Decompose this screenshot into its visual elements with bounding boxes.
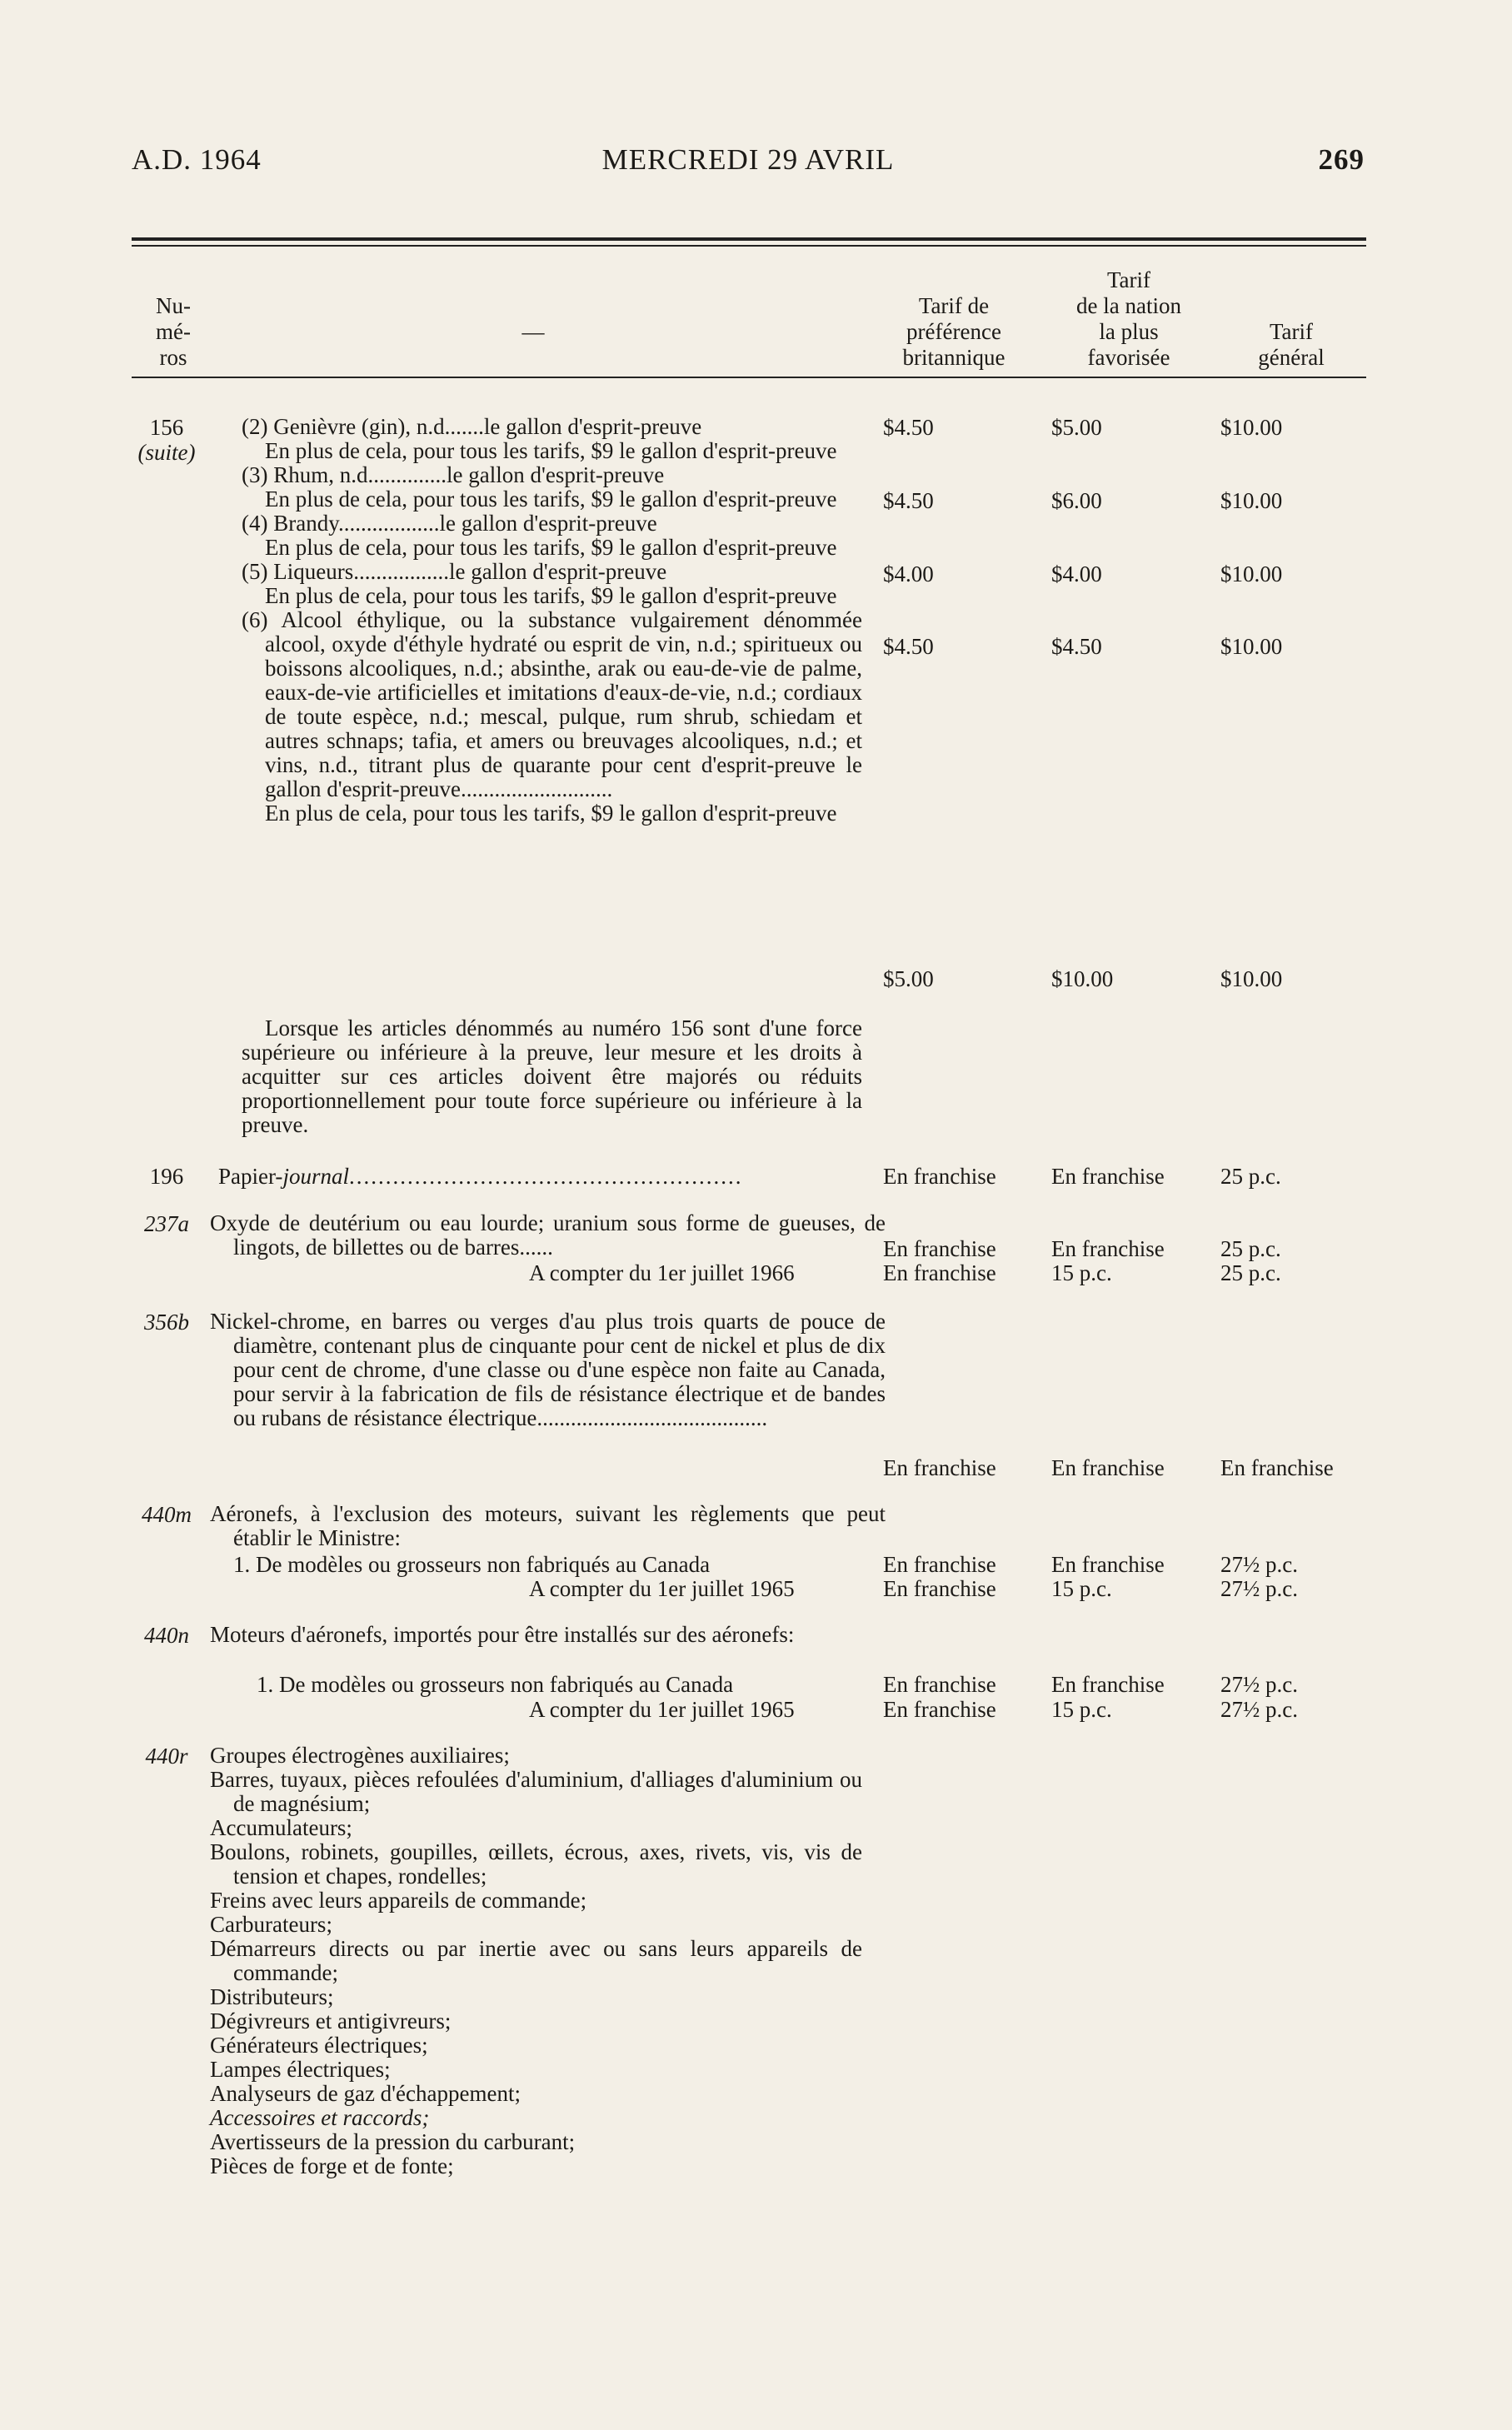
rate-440n-nation: En franchise — [1051, 1672, 1165, 1697]
rate-440m-brit-1965: En franchise — [883, 1576, 996, 1601]
list-item: Dégivreurs et antigivreurs; — [210, 2008, 452, 2033]
item-number-156: 156 (suite) — [137, 415, 196, 465]
rate-alcool-brit: $5.00 — [883, 966, 934, 991]
item-440m-description: Aéronefs, à l'exclusion des moteurs, suivant les règlements que peut établir le Ministre: — [210, 1501, 886, 1550]
item-number-440r: 440r — [145, 1744, 188, 1769]
item-number-440m: 440m — [142, 1502, 192, 1527]
col-general-heading: Tarif général — [1258, 319, 1325, 370]
liqueurs-note: En plus de cela, pour tous les tarifs, $9 le gallon d'esprit-preuve — [265, 583, 837, 608]
gin-line: (2) Genièvre (gin), n.d.......le gallon d'esprit-preuve — [242, 414, 702, 439]
rate-gin-brit: $4.50 — [883, 415, 934, 440]
item-440m-sub: 1. De modèles ou grosseurs non fabriqués au Canada — [233, 1552, 711, 1577]
list-item: Accumulateurs; — [210, 1815, 352, 1840]
rate-liqueurs-general: $10.00 — [1220, 634, 1283, 659]
rate-440m-nation: En franchise — [1051, 1552, 1165, 1577]
col-brit-heading: Tarif de préférence britannique — [902, 293, 1006, 370]
rate-440n-general-1965: 27½ p.c. — [1220, 1697, 1298, 1722]
rate-440m-brit: En franchise — [883, 1552, 996, 1577]
list-item: Accessoires et raccords; — [210, 2105, 430, 2130]
rate-237a-nation-1966: 15 p.c. — [1051, 1260, 1112, 1285]
item-440m-date: A compter du 1er juillet 1965 — [529, 1576, 795, 1601]
list-item: Barres, tuyaux, pièces refoulées d'aluminium, d'alliages d'aluminium ou de magnésium; — [210, 1767, 862, 1816]
item-156-description — [242, 415, 862, 826]
rate-rhum-general: $10.00 — [1220, 488, 1283, 513]
list-item: Analyseurs de gaz d'échappement; — [210, 2081, 521, 2106]
rate-rhum-nation: $6.00 — [1051, 488, 1102, 513]
item-196-description: Papier-journal...................................................... — [218, 1164, 743, 1189]
item-number-440n: 440n — [144, 1623, 189, 1648]
item-440n-sub: 1. De modèles ou grosseurs non fabriqués au Canada — [257, 1672, 734, 1697]
rate-237a-nation: En franchise — [1051, 1236, 1165, 1261]
brandy-note: En plus de cela, pour tous les tarifs, $9 le gallon d'esprit-preuve — [265, 535, 837, 560]
list-item: Carburateurs; — [210, 1912, 332, 1937]
rate-237a-brit-1966: En franchise — [883, 1260, 996, 1285]
page-number: 269 — [1318, 143, 1365, 176]
rate-196-general: 25 p.c. — [1220, 1164, 1281, 1189]
liqueurs-line: (5) Liqueurs.................le gallon d'esprit-preuve — [242, 559, 667, 584]
rate-440n-brit-1965: En franchise — [883, 1697, 996, 1722]
rate-237a-brit: En franchise — [883, 1236, 996, 1261]
header-date: MERCREDI 29 AVRIL — [601, 143, 895, 176]
list-item: Démarreurs directs ou par inertie avec ou sans leurs appareils de commande; — [210, 1936, 862, 1985]
rate-196-nation: En franchise — [1051, 1164, 1165, 1189]
item-number-237a: 237a — [144, 1211, 189, 1236]
item-440n-date: A compter du 1er juillet 1965 — [529, 1697, 795, 1722]
rate-rhum-brit: $4.50 — [883, 488, 934, 513]
rate-440n-brit: En franchise — [883, 1672, 996, 1697]
column-heading-rule — [132, 377, 1366, 378]
header-rule-thick — [132, 237, 1366, 241]
rate-356b-general: En franchise — [1220, 1455, 1334, 1480]
item-number-196: 196 — [149, 1164, 184, 1189]
gin-note: En plus de cela, pour tous les tarifs, $9 le gallon d'esprit-preuve — [265, 438, 837, 463]
rate-440m-nation-1965: 15 p.c. — [1051, 1576, 1112, 1601]
item-440n-description: Moteurs d'aéronefs, importés pour être installés sur des aéronefs: — [210, 1622, 795, 1647]
rate-brandy-brit: $4.00 — [883, 561, 934, 586]
alcool-line: (6) Alcool éthylique, ou la substance vulgairement dénommée alcool, oxyde d'éthyle hydraté ou esprit de vin, n.d.; spiritueux ou boissons alcooliques, n.d.; absinthe, arak ou eau-de-vie de palme, eaux-de-vie artificielles et imitations d'eaux-de-vie, n.d.; cordiaux de toute espèce, n.d.; mescal, pulque, rum shrub, schiedam et autres schnaps; tafia, et amers ou breuvages alcooliques, n.d.; et vins, n.d., titrant plus de quarante pour cent d'esprit-preuve le gallon d'esprit-preuve........................... — [242, 607, 862, 801]
rate-gin-general: $10.00 — [1220, 415, 1283, 440]
alcool-note: En plus de cela, pour tous les tarifs, $9 le gallon d'esprit-preuve — [265, 801, 837, 826]
item-number-356b: 356b — [144, 1310, 189, 1335]
list-item: Distributeurs; — [210, 1984, 334, 2009]
header-year: A.D. 1964 — [132, 143, 262, 176]
rate-356b-brit: En franchise — [883, 1455, 996, 1480]
list-item: Freins avec leurs appareils de commande; — [210, 1888, 587, 1913]
rate-440m-general: 27½ p.c. — [1220, 1552, 1298, 1577]
rate-237a-general-1966: 25 p.c. — [1220, 1260, 1281, 1285]
item-237a-description: Oxyde de deutérium ou eau lourde; uranium sous forme de gueuses, de lingots, de billettes ou de barres...... — [210, 1210, 886, 1260]
item-440r-list — [210, 1744, 862, 2178]
rate-237a-general: 25 p.c. — [1220, 1236, 1281, 1261]
rate-196-brit: En franchise — [883, 1164, 996, 1189]
rate-440m-general-1965: 27½ p.c. — [1220, 1576, 1298, 1601]
rate-brandy-nation: $4.00 — [1051, 561, 1102, 586]
rhum-line: (3) Rhum, n.d..............le gallon d'esprit-preuve — [242, 462, 665, 487]
rate-liqueurs-brit: $4.50 — [883, 634, 934, 659]
item-237a-date: A compter du 1er juillet 1966 — [529, 1260, 795, 1285]
rate-alcool-nation: $10.00 — [1051, 966, 1114, 991]
page-header — [132, 143, 1365, 185]
rate-gin-nation: $5.00 — [1051, 415, 1102, 440]
list-item: Pièces de forge et de fonte; — [210, 2153, 454, 2178]
rate-alcool-general: $10.00 — [1220, 966, 1283, 991]
item-156-lorsque-paragraph: Lorsque les articles dénommés au numéro 156 sont d'une force supérieure ou inférieure à la preuve, leur mesure et les droits à acquitter sur ces articles doivent être majorés ou réduits proportionnellement pour toute force supérieure ou inférieure à la preuve. — [242, 1015, 862, 1137]
rate-440n-general: 27½ p.c. — [1220, 1672, 1298, 1697]
col-desc-heading: — — [521, 319, 545, 344]
rate-440n-nation-1965: 15 p.c. — [1051, 1697, 1112, 1722]
list-item: Lampes électriques; — [210, 2057, 391, 2082]
rate-liqueurs-nation: $4.50 — [1051, 634, 1102, 659]
list-item: Avertisseurs de la pression du carburant; — [210, 2129, 576, 2154]
rate-356b-nation: En franchise — [1051, 1455, 1165, 1480]
header-rule-thin — [132, 245, 1366, 247]
list-item: Boulons, robinets, goupilles, œillets, écrous, axes, rivets, vis, vis de tension et chapes, rondelles; — [210, 1839, 862, 1889]
item-356b-description: Nickel-chrome, en barres ou verges d'au plus trois quarts de pouce de diamètre, contenant plus de cinquante pour cent de nickel et plus de dix pour cent de chrome, d'une classe ou d'une espèce non faite au Canada, pour servir à la fabrication de fils de résistance électrique et de bandes ou rubans de résistance électrique......................................... — [210, 1309, 886, 1430]
brandy-line: (4) Brandy..................le gallon d'esprit-preuve — [242, 511, 657, 536]
rate-brandy-general: $10.00 — [1220, 561, 1283, 586]
rhum-note: En plus de cela, pour tous les tarifs, $9 le gallon d'esprit-preuve — [265, 486, 837, 511]
col-nation-heading: Tarif de la nation la plus favorisée — [1076, 267, 1181, 370]
col-numeros-heading: Nu- mé- ros — [156, 293, 191, 370]
list-item: Groupes électrogènes auxiliaires; — [210, 1743, 510, 1768]
list-item: Générateurs électriques; — [210, 2033, 428, 2058]
